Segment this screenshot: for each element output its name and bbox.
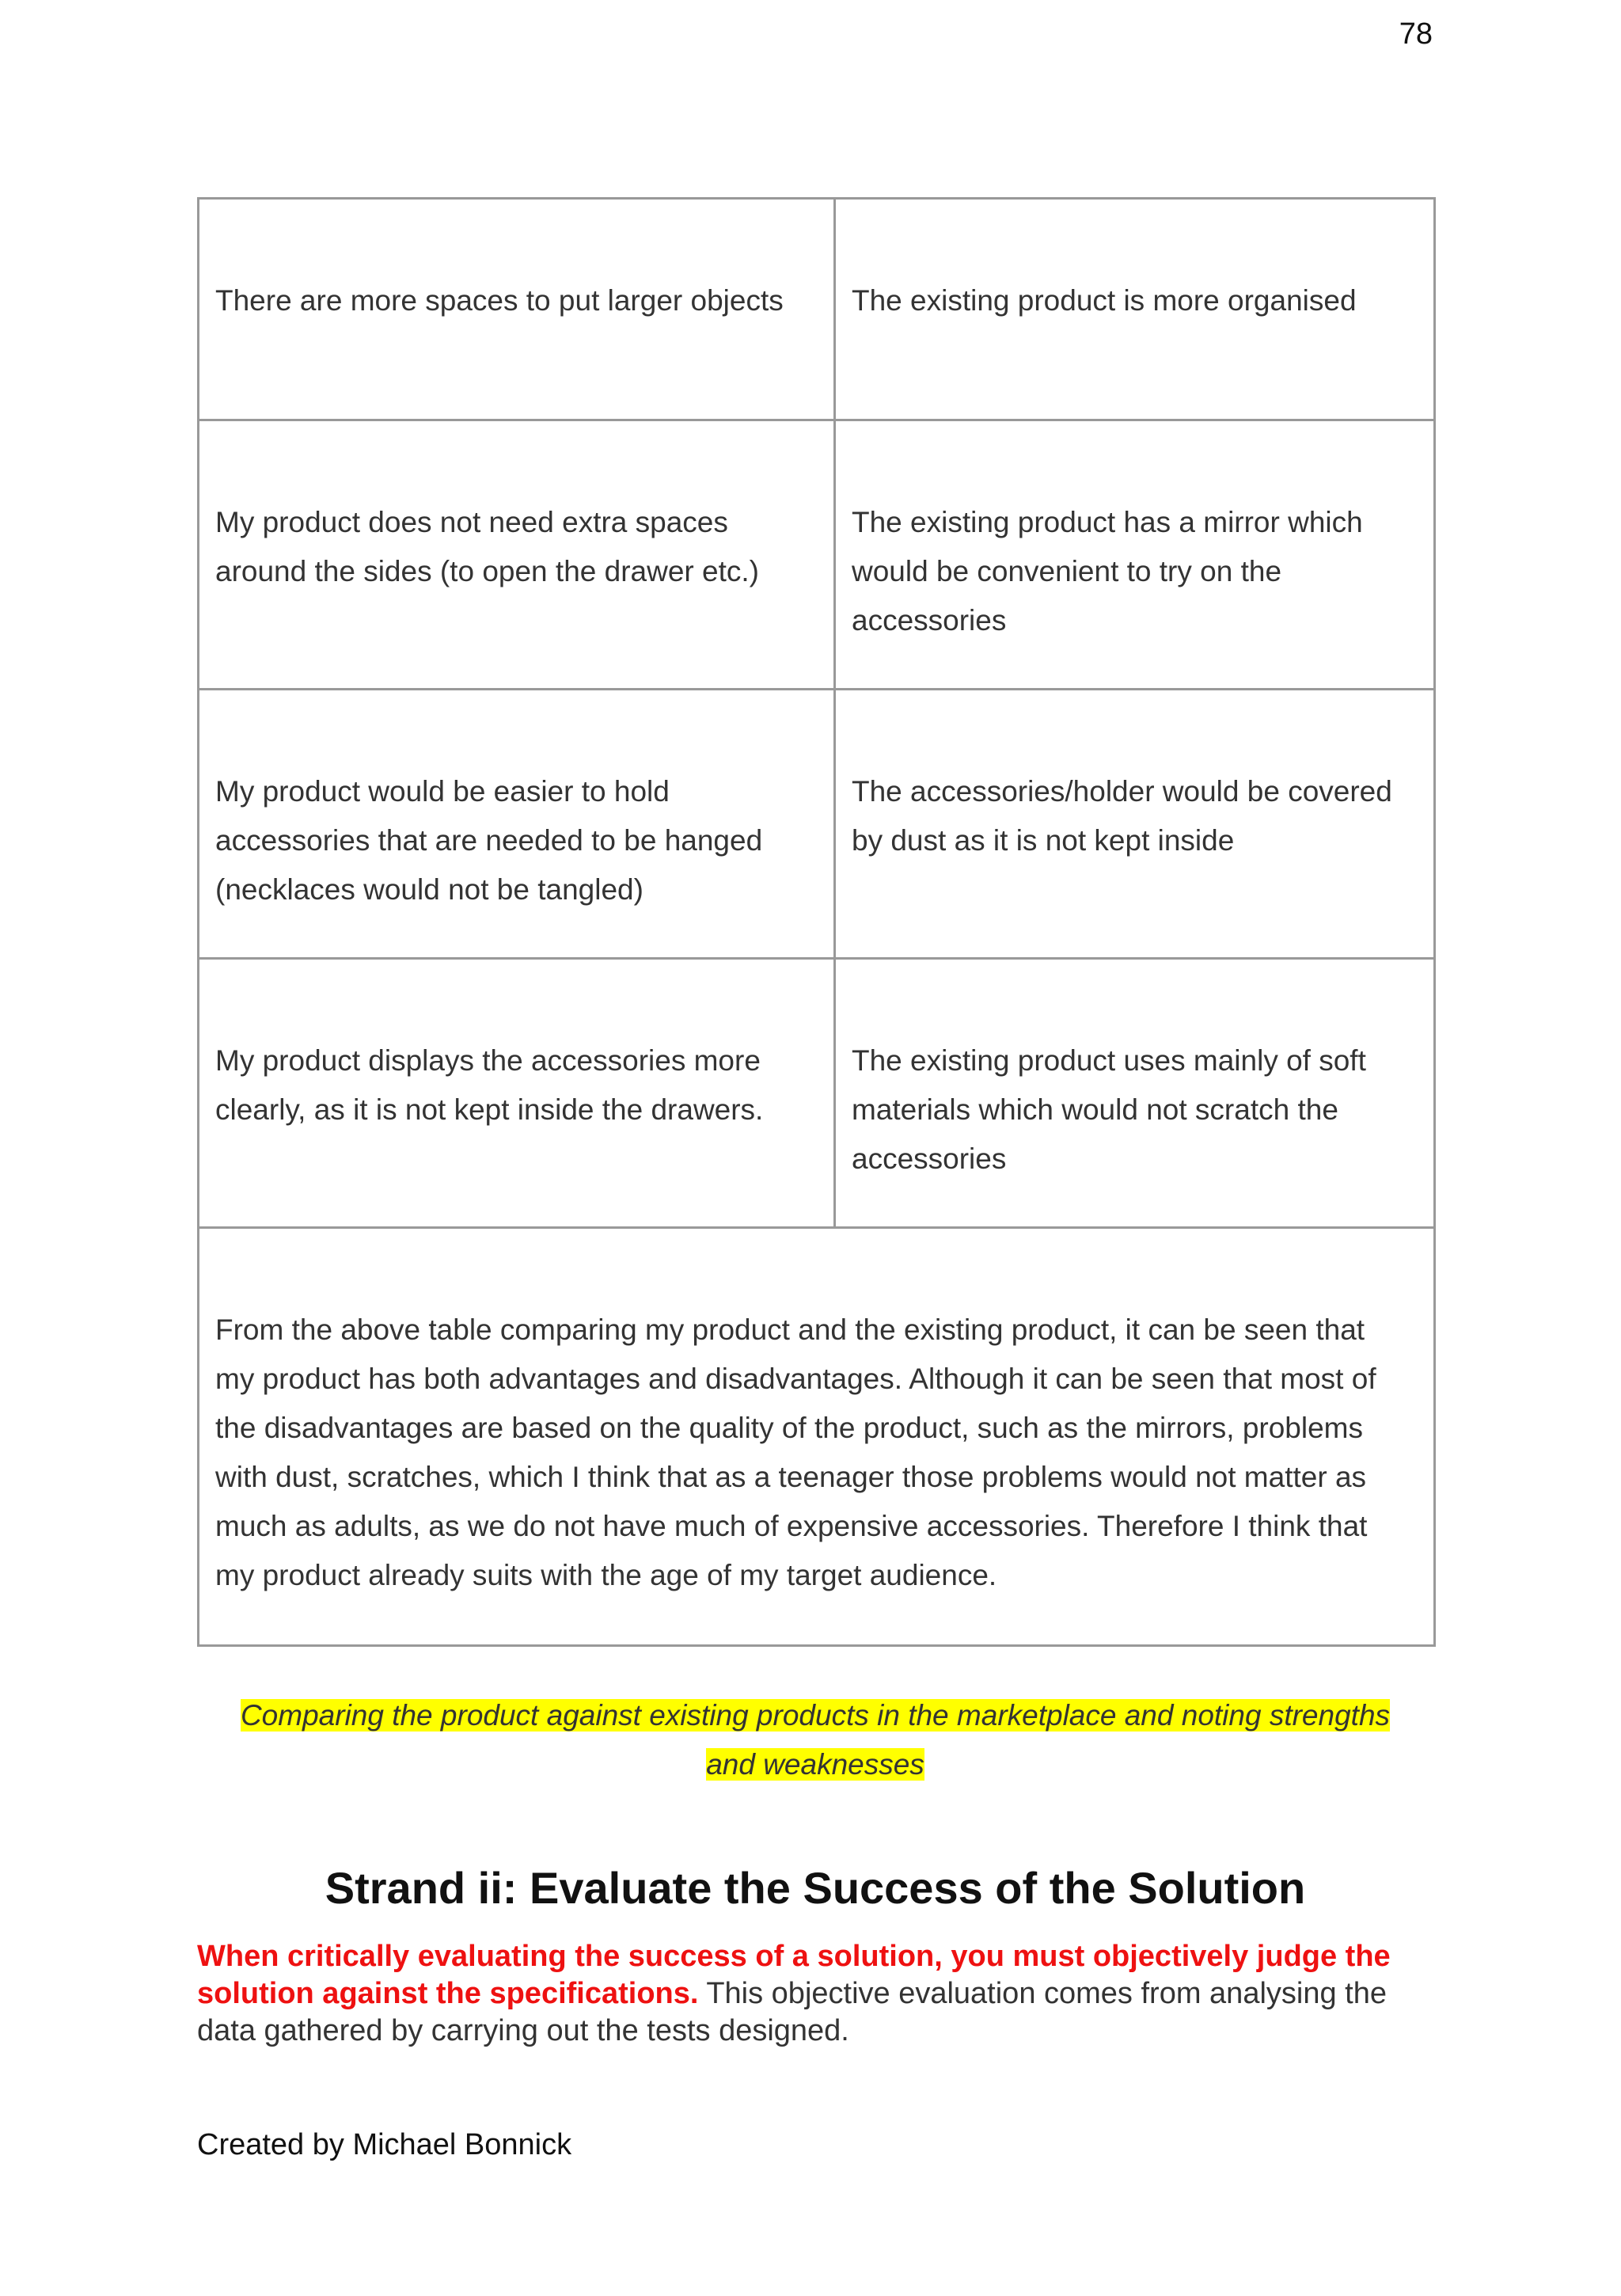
table-row xyxy=(199,690,1435,959)
table-cell-disadvantage: The accessories/holder would be covered by dust as it is not kept inside xyxy=(835,690,1435,959)
table-cell-advantage: My product does not need extra spaces around the sides (to open the drawer etc.) xyxy=(199,420,835,690)
caption-line-2: and weaknesses xyxy=(706,1748,924,1781)
footer-credit: Created by Michael Bonnick xyxy=(197,2128,572,2161)
table-summary: From the above table comparing my product and the existing product, it can be seen that my product has both advantages and disadvantages. Although it can be seen that most of the disadvantages are based on the quality of the product, such as the mirrors, problems with dust, scratches, which I think that as a teenager those problems would not matter as much as adults, as we do not have much of expensive accessories. Therefore I think that my product already suits with the age of my target audience. xyxy=(199,1228,1435,1646)
table-row xyxy=(199,199,1435,420)
table-cell-disadvantage: The existing product has a mirror which would be convenient to try on the accessories xyxy=(835,420,1435,690)
table-cell-advantage: There are more spaces to put larger objects xyxy=(199,199,835,420)
intro-emphasis: When critically evaluating the success of a solution, you must objectively judge the solution against the specifications. xyxy=(197,1940,1391,2010)
intro-paragraph xyxy=(197,1938,1433,2050)
table-cell-advantage: My product displays the accessories more clearly, as it is not kept inside the drawers. xyxy=(199,959,835,1228)
page-number: 78 xyxy=(1399,17,1433,51)
table-cell-disadvantage: The existing product is more organised xyxy=(835,199,1435,420)
caption-line-1: Comparing the product against existing products in the marketplace and noting strengths xyxy=(240,1699,1391,1732)
intro-rest: This objective evaluation comes from analysing the data gathered by carrying out the tests designed. xyxy=(197,1977,1387,2047)
table-row-summary xyxy=(199,1228,1435,1646)
table-row xyxy=(199,420,1435,690)
table-cell-advantage: My product would be easier to hold accessories that are needed to be hanged (necklaces would not be tangled) xyxy=(199,690,835,959)
figure-caption xyxy=(206,1691,1425,1789)
table-cell-disadvantage: The existing product uses mainly of soft materials which would not scratch the accessories xyxy=(835,959,1435,1228)
table-row xyxy=(199,959,1435,1228)
comparison-table xyxy=(197,197,1436,1647)
section-heading: Strand ii: Evaluate the Success of the Solution xyxy=(325,1863,1306,1913)
